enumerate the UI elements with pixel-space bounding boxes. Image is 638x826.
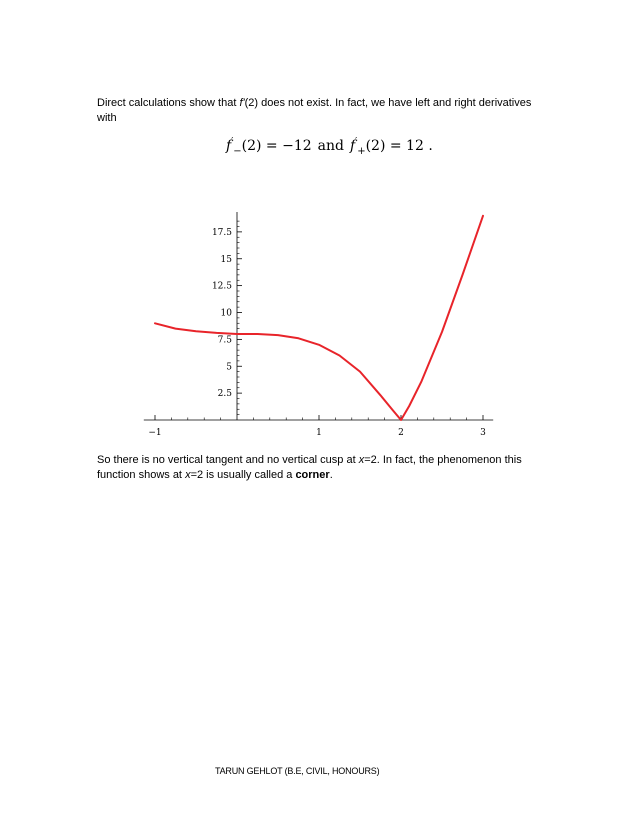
conclusion-paragraph: [97, 453, 547, 483]
plot-ticks: [148, 221, 486, 438]
x-var-1: x: [358, 454, 365, 466]
plot-axes: [144, 212, 493, 420]
y-tick-label: 17.5: [211, 227, 232, 238]
f-prime-symbol: f': [239, 97, 245, 109]
conclusion-text-3: =2 is usually called a: [190, 469, 296, 481]
x-tick-label: −1: [148, 428, 162, 438]
y-tick-label: 2.5: [217, 389, 232, 400]
formula-and: and: [317, 138, 344, 154]
y-tick-label: 10: [220, 308, 232, 319]
left-derivative-value: (2) = −12: [241, 138, 312, 154]
x-tick-label: 1: [316, 428, 322, 438]
y-tick-label: 15: [220, 254, 232, 265]
footer-author: TARUN GEHLOT (B.E, CIVIL, HONOURS): [215, 766, 380, 776]
x-tick-label: 2: [398, 428, 404, 438]
y-tick-label: 5: [226, 362, 232, 373]
conclusion-text-4: .: [329, 469, 333, 481]
left-derivative-prime: ′: [231, 137, 234, 147]
left-derivative-sub: −: [233, 146, 242, 157]
function-curve: [155, 216, 483, 420]
intro-text-start: Direct calculations show that: [97, 97, 240, 109]
right-derivative-sub: +: [357, 146, 366, 157]
y-tick-label: 12.5: [211, 281, 232, 292]
x-var-2: x: [185, 469, 191, 481]
left-derivative-fn: f: [226, 138, 232, 154]
right-derivative-prime: ′: [355, 137, 358, 147]
conclusion-text-1: So there is no vertical tangent and no vertical cusp at: [97, 454, 359, 466]
corner-term: corner: [295, 469, 330, 481]
right-derivative-value: (2) = 12 .: [365, 138, 433, 154]
plot-series: [155, 216, 483, 420]
x-tick-label: 3: [480, 428, 486, 438]
right-derivative-fn: f: [349, 138, 356, 154]
intro-text-end: (2) does not exist. In fact, we have left and right derivatives with: [97, 97, 532, 124]
conclusion-text-2: =2. In fact, the phenomenon this function shows at: [97, 454, 522, 481]
y-tick-label: 7.5: [217, 335, 232, 346]
